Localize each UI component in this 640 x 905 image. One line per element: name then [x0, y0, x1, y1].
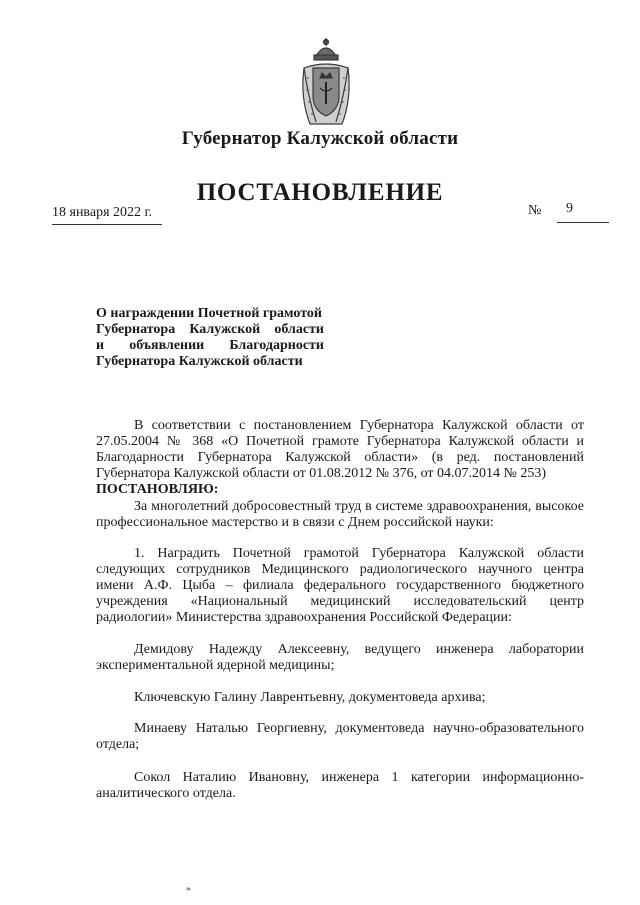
subject-line-1: О награждении Почетной грамотой — [96, 306, 322, 321]
preamble-paragraph: В соответствии с постановлением Губернатора Калужской области от 27.05.2004 № 368 «О Почетной грамоте Губернатора Калужской области и Благодарности Губернатора Калужской области» (в ред. постановлений Губернатора Калужской области от 01.08.2012 № 376, от 04.07.2014 № 253) — [96, 418, 584, 481]
coat-of-arms-icon — [296, 38, 356, 130]
document-number-label: № — [528, 203, 542, 218]
document-type: ПОСТАНОВЛЕНИЕ — [196, 179, 444, 206]
awardee-2: Ключевскую Галину Лаврентьевну, документоведа архива; — [134, 690, 486, 705]
item-1-paragraph: 1. Наградить Почетной грамотой Губернатора Калужской области следующих сотрудников Медицинского радиологического научного центра имени А.Ф. Цыба – филиала федерального государственного бюджетного учреждения «Национальный медицинский исследовательский центр радиологии» Министерства здравоохранения Российской Федерации: — [96, 546, 584, 625]
footer-mark: * — [186, 886, 191, 897]
reason-paragraph: За многолетний добросовестный труд в системе здравоохранения, высокое профессиональное мастерство и в связи с Днем российской науки: — [96, 499, 584, 530]
subject-line-2: Губернатора Калужской области — [96, 322, 324, 337]
date-underline — [52, 224, 162, 225]
organization-title: Губернатор Калужской области — [181, 128, 459, 149]
subject-line-4: Губернатора Калужской области — [96, 354, 303, 369]
awardee-3: Минаеву Наталью Георгиевну, документоведа научно-образовательного отдела; — [96, 721, 584, 752]
awardee-1: Демидову Надежду Алексеевну, ведущего инженера лаборатории экспериментальной ядерной медицины; — [96, 642, 584, 673]
document-date: 18 января 2022 г. — [52, 205, 153, 220]
document-subject — [96, 306, 324, 370]
number-underline — [557, 222, 609, 223]
awardee-4: Сокол Наталию Ивановну, инженера 1 категории информационно-аналитического отдела. — [96, 770, 584, 801]
subject-line-3: и объявлении Благодарности — [96, 338, 324, 353]
document-number: 9 — [566, 201, 573, 216]
decree-word: ПОСТАНОВЛЯЮ: — [96, 482, 219, 497]
